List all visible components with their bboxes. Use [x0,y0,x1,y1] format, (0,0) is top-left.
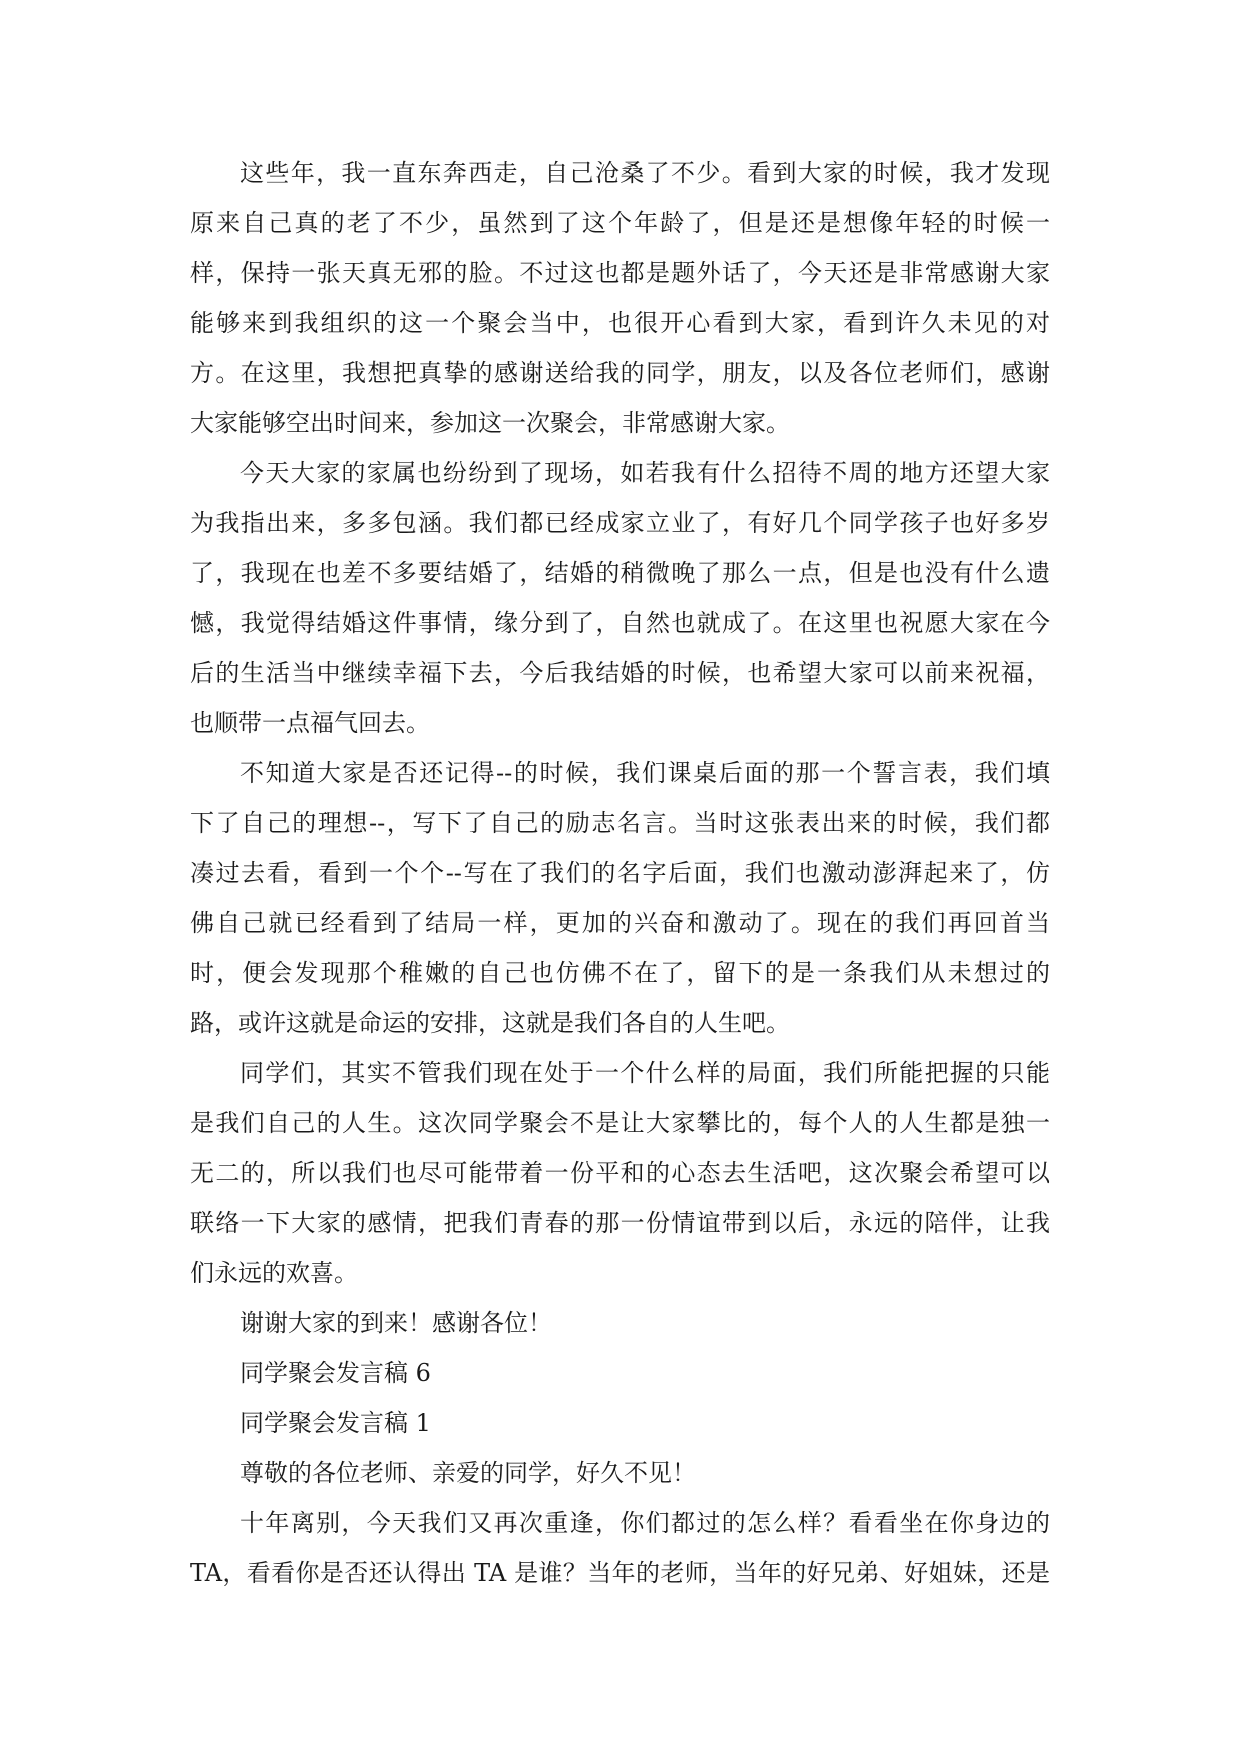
paragraph-2-line-5: 后的生活当中继续幸福下去，今后我结婚的时候，也希望大家可以前来祝福， [190,659,1050,687]
paragraph-1-line-2: 原来自己真的老了不少，虽然到了这个年龄了，但是还是想像年轻的时候一 [190,209,1050,237]
paragraph-1-line-4: 能够来到我组织的这一个聚会当中，也很开心看到大家，看到许久未见的对 [190,309,1050,337]
paragraph-2-line-1: 今天大家的家属也纷纷到了现场，如若我有什么招待不周的地方还望大家 [240,459,1050,487]
paragraph-3-line-3: 凑过去看，看到一个个--写在了我们的名字后面，我们也激动澎湃起来了，仿 [190,859,1050,887]
paragraph-1-line-1: 这些年，我一直东奔西走，自己沧桑了不少。看到大家的时候，我才发现 [240,159,1050,187]
greeting-line: 尊敬的各位老师、亲爱的同学，好久不见！ [240,1459,696,1487]
paragraph-2-line-2: 为我指出来，多多包涵。我们都已经成家立业了，有好几个同学孩子也好多岁 [190,509,1050,537]
thanks-line: 谢谢大家的到来！感谢各位！ [240,1309,552,1337]
paragraph-1-line-5: 方。在这里，我想把真挚的感谢送给我的同学，朋友，以及各位老师们，感谢 [190,359,1050,387]
paragraph-2-line-4: 憾，我觉得结婚这件事情，缘分到了，自然也就成了。在这里也祝愿大家在今 [190,609,1050,637]
speech-title-1: 同学聚会发言稿 1 [240,1409,431,1437]
speech-title-6: 同学聚会发言稿 6 [240,1359,431,1387]
paragraph-3-line-6: 路，或许这就是命运的安排，这就是我们各自的人生吧。 [190,1009,790,1037]
paragraph-3-line-5: 时，便会发现那个稚嫩的自己也仿佛不在了，留下的是一条我们从未想过的 [190,959,1050,987]
paragraph-1-line-3: 样，保持一张天真无邪的脸。不过这也都是题外话了，今天还是非常感谢大家 [190,259,1050,287]
paragraph-4-line-5: 们永远的欢喜。 [190,1259,358,1287]
paragraph-4-line-4: 联络一下大家的感情，把我们青春的那一份情谊带到以后，永远的陪伴，让我 [190,1209,1050,1237]
paragraph-3-line-2: 下了自己的理想--，写下了自己的励志名言。当时这张表出来的时候，我们都 [190,809,1050,837]
paragraph-3-line-1: 不知道大家是否还记得--的时候，我们课桌后面的那一个誓言表，我们填 [240,759,1050,787]
paragraph-3-line-4: 佛自己就已经看到了结局一样，更加的兴奋和激动了。现在的我们再回首当 [190,909,1050,937]
paragraph-1-line-6: 大家能够空出时间来，参加这一次聚会，非常感谢大家。 [190,409,790,437]
paragraph-9-line-1: 十年离别，今天我们又再次重逢，你们都过的怎么样？看看坐在你身边的 [240,1509,1050,1537]
paragraph-4-line-2: 是我们自己的人生。这次同学聚会不是让大家攀比的，每个人的人生都是独一 [190,1109,1050,1137]
paragraph-4-line-3: 无二的，所以我们也尽可能带着一份平和的心态去生活吧，这次聚会希望可以 [190,1159,1050,1187]
paragraph-2-line-3: 了，我现在也差不多要结婚了，结婚的稍微晚了那么一点，但是也没有什么遗 [190,559,1050,587]
paragraph-4-line-1: 同学们，其实不管我们现在处于一个什么样的局面，我们所能把握的只能 [240,1059,1050,1087]
paragraph-2-line-6: 也顺带一点福气回去。 [190,709,430,737]
paragraph-9-line-2: TA，看看你是否还认得出 TA 是谁？当年的老师，当年的好兄弟、好姐妹，还是 [190,1559,1050,1587]
